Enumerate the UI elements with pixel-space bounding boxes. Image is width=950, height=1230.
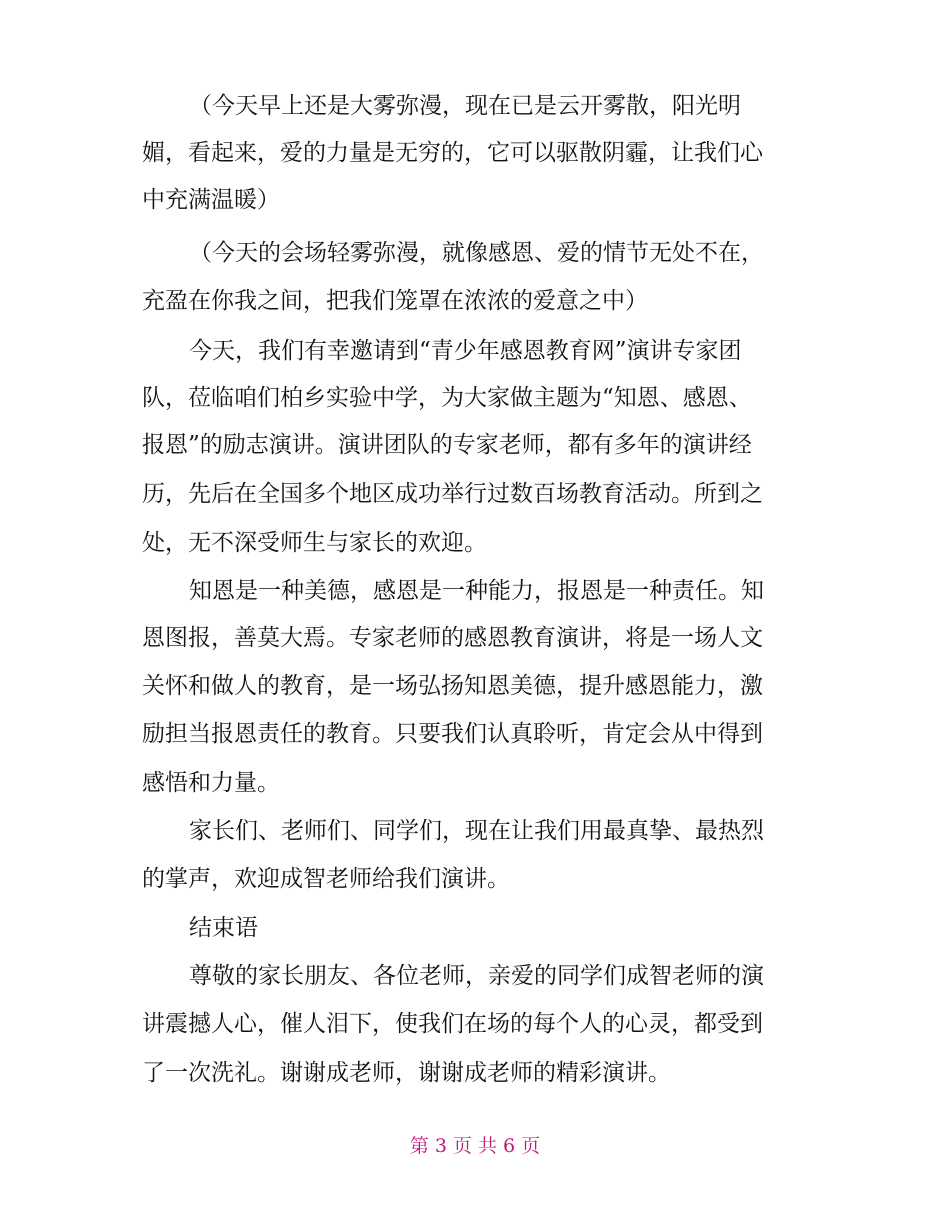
paragraph-1-line-1: （今天早上还是大雾弥漫，现在已是云开雾散，阳光明 (189, 93, 741, 119)
page-number-footer: 第 3 页 共 6 页 (409, 1135, 541, 1157)
paragraph-4-line-3: 关怀和做人的教育，是一场弘扬知恩美德，提升感恩能力，激 (142, 673, 763, 699)
paragraph-6-line-3: 了一次洗礼。谢谢成老师，谢谢成老师的精彩演讲。 (142, 1060, 671, 1086)
paragraph-4-line-1: 知恩是一种美德，感恩是一种能力，报恩是一种责任。知 (189, 578, 764, 604)
paragraph-2-line-2: 充盈在你我之间，把我们笼罩在浓浓的爱意之中） (142, 288, 648, 314)
paragraph-2-line-1: （今天的会场轻雾弥漫，就像感恩、爱的情节无处不在， (189, 240, 764, 266)
paragraph-3-line-4: 历，先后在全国多个地区成功举行过数百场教育活动。所到之 (142, 481, 763, 507)
paragraph-1-line-2: 媚，看起来，爱的力量是无穷的，它可以驱散阴霾，让我们心 (142, 140, 763, 166)
paragraph-6-line-2: 讲震撼人心，催人泪下，使我们在场的每个人的心灵，都受到 (142, 1011, 763, 1037)
paragraph-3-line-3: 报恩”的励志演讲。演讲团队的专家老师，都有多年的演讲经 (142, 432, 752, 458)
paragraph-4-line-5: 感悟和力量。 (142, 770, 280, 796)
paragraph-3-line-2: 队，莅临咱们柏乡实验中学，为大家做主题为“知恩、感恩、 (142, 385, 752, 411)
paragraph-4-line-4: 励担当报恩责任的教育。只要我们认真聆听，肯定会从中得到 (142, 721, 763, 747)
paragraph-1-line-3: 中充满温暖） (142, 187, 280, 213)
paragraph-6-line-1: 尊敬的家长朋友、各位老师，亲爱的同学们成智老师的演 (189, 963, 764, 989)
paragraph-3-line-1: 今天，我们有幸邀请到“青少年感恩教育网”演讲专家团 (189, 338, 742, 364)
paragraph-3-line-5: 处，无不深受师生与家长的欢迎。 (142, 530, 487, 556)
paragraph-5-line-1: 家长们、老师们、同学们，现在让我们用最真挚、最热烈 (189, 818, 764, 844)
paragraph-4-line-2: 恩图报，善莫大焉。专家老师的感恩教育演讲，将是一场人文 (142, 625, 763, 651)
paragraph-5-line-2: 的掌声，欢迎成智老师给我们演讲。 (142, 866, 510, 892)
section-heading-closing: 结束语 (189, 915, 258, 941)
